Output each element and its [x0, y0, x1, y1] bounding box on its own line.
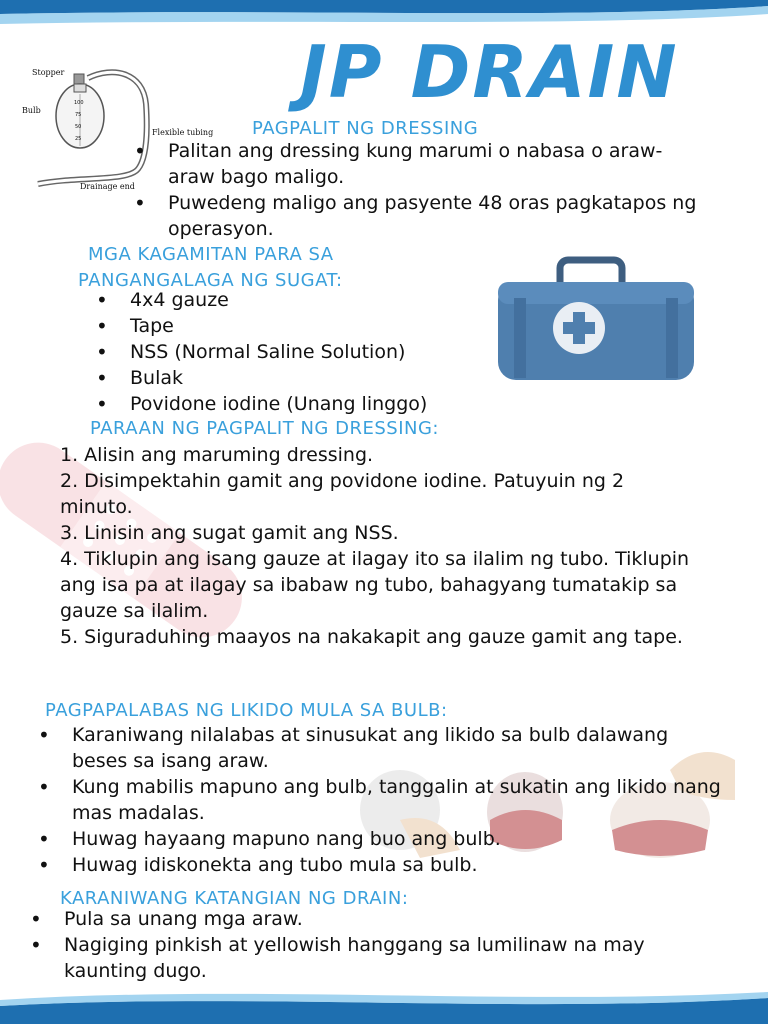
- diagram-label-drainage-end: Drainage end: [80, 182, 135, 191]
- list-item: • Huwag hayaang mapuno nang buo ang bulb.: [32, 826, 722, 852]
- dressing-list: [128, 138, 698, 242]
- diagram-scale-100: 100: [74, 100, 84, 106]
- characteristics-heading: KARANIWANG KATANGIAN NG DRAIN:: [60, 888, 409, 909]
- emptying-heading: PAGPAPALABAS NG LIKIDO MULA SA BULB:: [45, 700, 448, 721]
- diagram-label-bulb: Bulb: [22, 106, 41, 115]
- bottom-wave: [0, 984, 768, 1024]
- supplies-list: [90, 287, 550, 417]
- supplies-heading-line2: PANGANGALAGA NG SUGAT:: [78, 270, 343, 291]
- list-item: • NSS (Normal Saline Solution): [90, 339, 550, 365]
- page-title: JP DRAIN: [300, 30, 679, 114]
- list-item: • Kung mabilis mapuno ang bulb, tanggalin at sukatin ang likido nang mas madalas.: [32, 774, 722, 826]
- list-item: • Karaniwang nilalabas at sinusukat ang likido sa bulb dalawang beses sa isang araw.: [32, 722, 722, 774]
- list-item: • Palitan ang dressing kung marumi o nabasa o araw-araw bago maligo.: [128, 138, 698, 190]
- procedure-step: 5. Siguraduhing maayos na nakakapit ang gauze gamit ang tape.: [60, 626, 683, 648]
- procedure-step: 2. Disimpektahin gamit ang povidone iodine. Patuyuin ng 2 minuto.: [60, 470, 625, 518]
- diagram-label-stopper: Stopper: [32, 68, 65, 77]
- list-item: • Huwag idiskonekta ang tubo mula sa bulb.: [32, 852, 722, 878]
- dressing-heading: PAGPALIT NG DRESSING: [252, 118, 479, 139]
- list-item: • 4x4 gauze: [90, 287, 550, 313]
- list-item: • Bulak: [90, 365, 550, 391]
- list-item: • Pula sa unang mga araw.: [24, 906, 704, 932]
- diagram-scale-25: 25: [75, 136, 82, 142]
- procedure-heading: PARAAN NG PAGPALIT NG DRESSING:: [90, 418, 439, 439]
- procedure-step: 4. Tiklupin ang isang gauze at ilagay ito sa ilalim ng tubo. Tiklupin ang isa pa at ilagay sa ibabaw ng tubo, bahagyang tumatakip sa gauze sa ilalim.: [60, 548, 690, 622]
- list-item: • Puwedeng maligo ang pasyente 48 oras pagkatapos ng operasyon.: [128, 190, 698, 242]
- procedure-step: 1. Alisin ang maruming dressing.: [60, 444, 374, 466]
- list-item: • Tape: [90, 313, 550, 339]
- supplies-heading-line1: MGA KAGAMITAN PARA SA: [88, 244, 334, 265]
- diagram-scale-75: 75: [75, 112, 82, 118]
- diagram-scale-50: 50: [75, 124, 82, 130]
- characteristics-list: [24, 906, 704, 984]
- list-item: • Povidone iodine (Unang linggo): [90, 391, 550, 417]
- diagram-label-flexible-tubing: Flexible tubing: [152, 128, 214, 137]
- list-item: • Nagiging pinkish at yellowish hanggang sa lumilinaw na may kaunting dugo.: [24, 932, 704, 984]
- procedure-step: 3. Linisin ang sugat gamit ang NSS.: [60, 522, 399, 544]
- procedure-steps: [60, 442, 700, 650]
- emptying-list: [32, 722, 722, 878]
